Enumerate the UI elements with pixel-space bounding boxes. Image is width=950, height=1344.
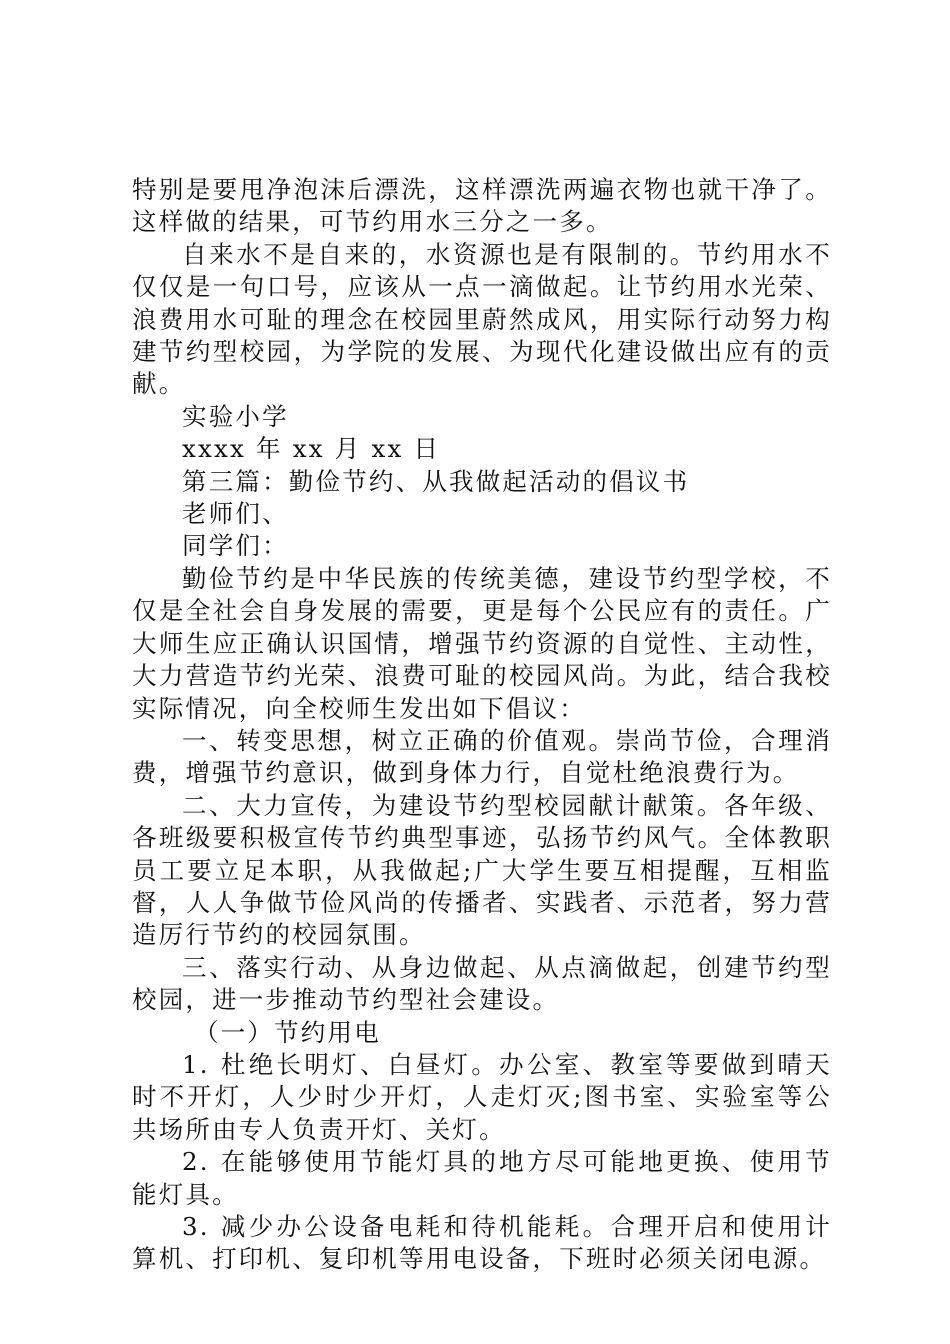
section-title: 第三篇：勤俭节约、从我做起活动的倡议书 xyxy=(182,466,690,496)
salutation-students: 同学们： xyxy=(182,531,289,561)
paragraph-water-conservation: 自来水不是自来的，水资源也是有限制的。节约用水不仅仅是一句口号，应该从一点一滴做起。让节约用水光荣、浪费用水可耻的理念在校园里蔚然成风，用实际行动努力构建节约型校园，为学院的发展、为现代化建设做出应有的贡献。 xyxy=(132,239,832,399)
paragraph-point-two: 二、大力宣传，为建设节约型校园献计献策。各年级、各班级要积极宣传节约典型事迹，弘扬节约风气。全体教职员工要立足本职，从我做起;广大学生要互相提醒，互相监督，人人争做节俭风尚的传播者、实践者、示范者，努力营造厉行节约的校园氛围。 xyxy=(132,790,832,950)
subheading-electricity: （一）节约用电 xyxy=(194,1017,381,1047)
paragraph-point-one: 一、转变思想，树立正确的价值观。崇尚节俭，合理消费，增强节约意识，做到身体力行，自觉杜绝浪费行为。 xyxy=(132,725,832,788)
document-body xyxy=(132,174,832,1276)
paragraph-point-three: 三、落实行动、从身边做起、从点滴做起，创建节约型校园，进一步推动节约型社会建设。 xyxy=(132,952,832,1015)
signature-date: xxxx 年 xx 月 xx 日 xyxy=(182,434,441,464)
paragraph-continuation: 特别是要甩净泡沫后漂洗，这样漂洗两遍衣物也就干净了。这样做的结果，可节约用水三分之一多。 xyxy=(132,175,832,237)
list-item-3: 3. 减少办公设备电耗和待机能耗。合理开启和使用计算机、打印机、复印机等用电设备，下班时必须关闭电源。 xyxy=(132,1212,832,1274)
list-item-2: 2. 在能够使用节能灯具的地方尽可能地更换、使用节能灯具。 xyxy=(132,1147,832,1209)
paragraph-intro: 勤俭节约是中华民族的传统美德，建设节约型学校，不仅是全社会自身发展的需要，更是每个公民应有的责任。广大师生应正确认识国情，增强节约资源的自觉性、主动性，大力营造节约光荣、浪费可耻的校园风尚。为此，结合我校实际情况，向全校师生发出如下倡议： xyxy=(132,563,832,723)
list-item-1: 1. 杜绝长明灯、白昼灯。办公室、教室等要做到晴天时不开灯，人少时少开灯，人走灯灭;图书室、实验室等公共场所由专人负责开灯、关灯。 xyxy=(132,1049,832,1144)
salutation-teachers: 老师们、 xyxy=(182,499,289,529)
signature-school: 实验小学 xyxy=(182,401,289,431)
